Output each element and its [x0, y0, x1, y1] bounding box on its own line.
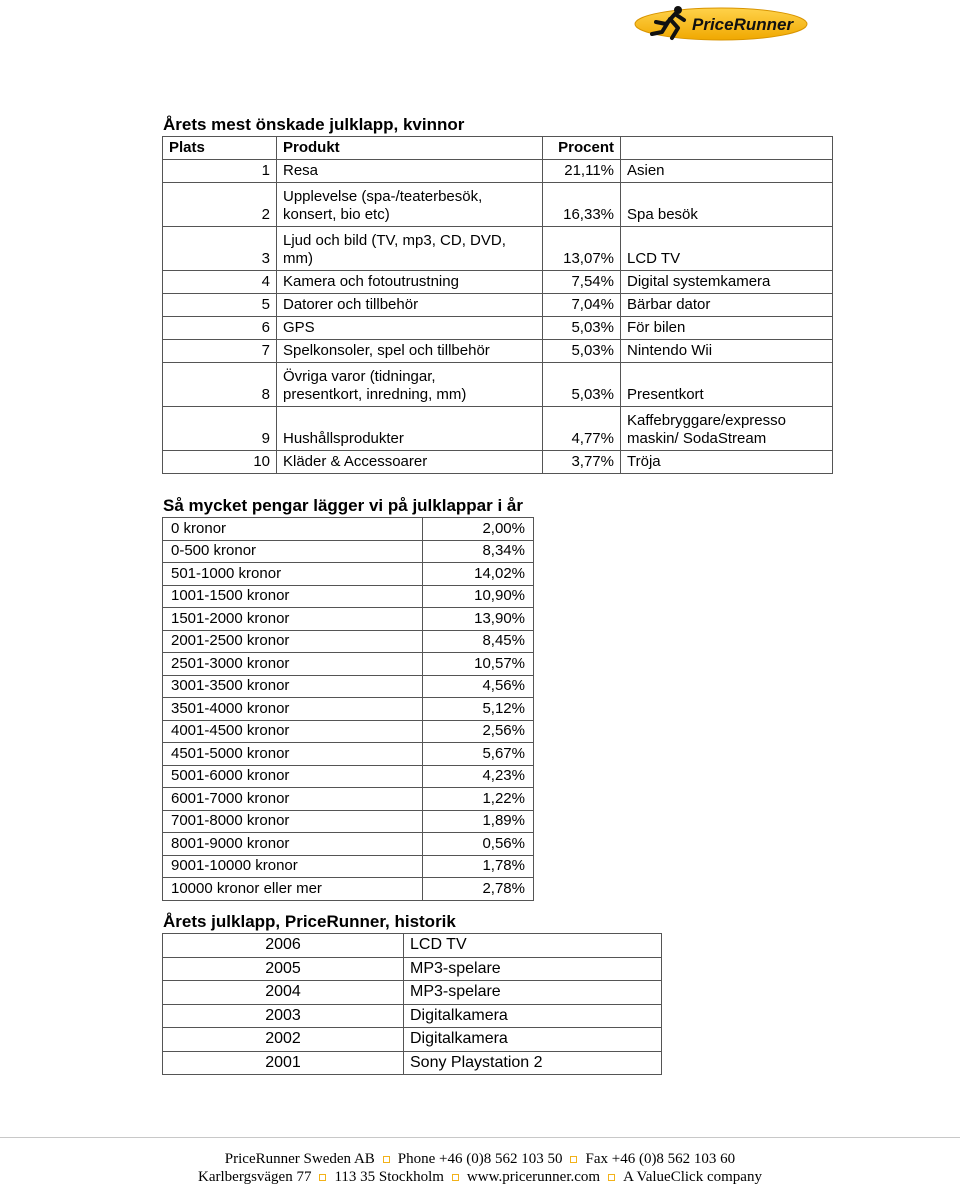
- cell-procent: 5,03%: [543, 363, 621, 407]
- cell-range: 7001-8000 kronor: [163, 810, 423, 833]
- footer-line-1: [0, 1150, 960, 1169]
- table-row: [163, 810, 534, 833]
- cell-percent: 1,22%: [423, 788, 534, 811]
- square-bullet-icon: [452, 1174, 459, 1181]
- table-row: [163, 271, 833, 294]
- cell-exempel: [621, 407, 833, 451]
- cell-plats: 6: [163, 317, 277, 340]
- table-row: [163, 340, 833, 363]
- header-exempel: [621, 137, 833, 160]
- table-row: [163, 675, 534, 698]
- table-row: [163, 183, 833, 227]
- cell-percent: 10,90%: [423, 585, 534, 608]
- table-row: [163, 1004, 662, 1028]
- cell-plats: 8: [163, 363, 277, 407]
- table-row: [163, 833, 534, 856]
- cell-item: MP3-spelare: [404, 957, 662, 981]
- cell-range: 0-500 kronor: [163, 540, 423, 563]
- cell-produkt: [277, 363, 543, 407]
- table-header-row: [163, 137, 833, 160]
- produkt-line: presentkort, inredning, mm): [283, 386, 467, 403]
- cell-range: 6001-7000 kronor: [163, 788, 423, 811]
- cell-plats: 5: [163, 294, 277, 317]
- produkt-line: konsert, bio etc): [283, 206, 390, 223]
- table-row: [163, 585, 534, 608]
- cell-exempel: LCD TV: [621, 227, 833, 271]
- history-table: [162, 933, 662, 1075]
- cell-procent: 7,54%: [543, 271, 621, 294]
- cell-plats: 2: [163, 183, 277, 227]
- cell-item: Sony Playstation 2: [404, 1051, 662, 1075]
- cell-plats: 4: [163, 271, 277, 294]
- section-title-most-wanted: Årets mest önskade julklapp, kvinnor: [163, 115, 465, 134]
- spending-table: [162, 517, 534, 901]
- table-row: [163, 407, 833, 451]
- spending-table-body: [163, 518, 534, 901]
- table-row: [163, 720, 534, 743]
- cell-exempel: Spa besök: [621, 183, 833, 227]
- table-row: [163, 317, 833, 340]
- table-row: [163, 855, 534, 878]
- cell-procent: 21,11%: [543, 160, 621, 183]
- cell-plats: 7: [163, 340, 277, 363]
- cell-range: 1501-2000 kronor: [163, 608, 423, 631]
- cell-percent: 2,00%: [423, 518, 534, 541]
- header-procent: Procent: [543, 137, 621, 160]
- cell-exempel: Nintendo Wii: [621, 340, 833, 363]
- cell-range: 501-1000 kronor: [163, 563, 423, 586]
- footer-divider: [0, 1137, 960, 1138]
- cell-range: 4501-5000 kronor: [163, 743, 423, 766]
- table-row: [163, 878, 534, 901]
- cell-produkt: Datorer och tillbehör: [277, 294, 543, 317]
- cell-percent: 10,57%: [423, 653, 534, 676]
- cell-range: 10000 kronor eller mer: [163, 878, 423, 901]
- cell-produkt: Hushållsprodukter: [277, 407, 543, 451]
- cell-range: 5001-6000 kronor: [163, 765, 423, 788]
- cell-percent: 2,56%: [423, 720, 534, 743]
- cell-procent: 5,03%: [543, 317, 621, 340]
- table-row: [163, 160, 833, 183]
- section-title-history: Årets julklapp, PriceRunner, historik: [163, 912, 456, 931]
- cell-percent: 14,02%: [423, 563, 534, 586]
- table-row: [163, 653, 534, 676]
- cell-produkt: GPS: [277, 317, 543, 340]
- footer-line-2: [0, 1168, 960, 1187]
- table-row: [163, 788, 534, 811]
- cell-plats: 10: [163, 451, 277, 474]
- cell-procent: 3,77%: [543, 451, 621, 474]
- cell-procent: 4,77%: [543, 407, 621, 451]
- cell-exempel: Digital systemkamera: [621, 271, 833, 294]
- cell-year: 2005: [163, 957, 404, 981]
- produkt-line: Övriga varor (tidningar,: [283, 368, 436, 385]
- cell-produkt: [277, 227, 543, 271]
- table-row: [163, 698, 534, 721]
- cell-percent: 1,78%: [423, 855, 534, 878]
- cell-year: 2004: [163, 981, 404, 1005]
- cell-percent: 13,90%: [423, 608, 534, 631]
- cell-procent: 7,04%: [543, 294, 621, 317]
- cell-range: 4001-4500 kronor: [163, 720, 423, 743]
- cell-produkt: Resa: [277, 160, 543, 183]
- cell-year: 2006: [163, 934, 404, 958]
- cell-range: 3501-4000 kronor: [163, 698, 423, 721]
- cell-plats: 1: [163, 160, 277, 183]
- table-row: [163, 518, 534, 541]
- table-row: [163, 608, 534, 631]
- footer-company: PriceRunner Sweden AB: [224, 1151, 375, 1167]
- footer-phone: Phone +46 (0)8 562 103 50: [397, 1151, 563, 1167]
- cell-range: 0 kronor: [163, 518, 423, 541]
- table-row: [163, 743, 534, 766]
- cell-procent: 16,33%: [543, 183, 621, 227]
- cell-procent: 5,03%: [543, 340, 621, 363]
- cell-range: 2001-2500 kronor: [163, 630, 423, 653]
- pricerunner-logo: [626, 4, 808, 44]
- cell-exempel: Asien: [621, 160, 833, 183]
- cell-year: 2003: [163, 1004, 404, 1028]
- table-row: [163, 227, 833, 271]
- history-table-body: [163, 934, 662, 1075]
- cell-plats: 9: [163, 407, 277, 451]
- cell-exempel: Tröja: [621, 451, 833, 474]
- cell-exempel: Bärbar dator: [621, 294, 833, 317]
- footer-fax: Fax +46 (0)8 562 103 60: [585, 1151, 736, 1167]
- cell-percent: 8,45%: [423, 630, 534, 653]
- cell-plats: 3: [163, 227, 277, 271]
- square-bullet-icon: [319, 1174, 326, 1181]
- cell-range: 1001-1500 kronor: [163, 585, 423, 608]
- cell-percent: 5,12%: [423, 698, 534, 721]
- cell-year: 2002: [163, 1028, 404, 1052]
- table-row: [163, 563, 534, 586]
- footer-street: Karlbergsvägen 77: [198, 1169, 312, 1185]
- cell-exempel: Presentkort: [621, 363, 833, 407]
- cell-range: 3001-3500 kronor: [163, 675, 423, 698]
- cell-item: Digitalkamera: [404, 1004, 662, 1028]
- table-row: [163, 294, 833, 317]
- cell-procent: 13,07%: [543, 227, 621, 271]
- section-title-spending: Så mycket pengar lägger vi på julklappar i år: [163, 496, 523, 515]
- pricerunner-logo-graphic: [626, 4, 808, 44]
- cell-percent: 4,23%: [423, 765, 534, 788]
- table-row: [163, 1051, 662, 1075]
- header-produkt: Produkt: [277, 137, 543, 160]
- table-row: [163, 363, 833, 407]
- exempel-line: maskin/ SodaStream: [627, 430, 767, 447]
- square-bullet-icon: [383, 1156, 390, 1163]
- cell-range: 8001-9000 kronor: [163, 833, 423, 856]
- cell-range: 2501-3000 kronor: [163, 653, 423, 676]
- exempel-line: Kaffebryggare/expresso: [627, 412, 786, 429]
- cell-percent: 5,67%: [423, 743, 534, 766]
- table-row: [163, 765, 534, 788]
- footer-parent-company: A ValueClick company: [623, 1169, 762, 1185]
- most-wanted-table: [162, 136, 833, 474]
- cell-year: 2001: [163, 1051, 404, 1075]
- table-row: [163, 1028, 662, 1052]
- header-plats: Plats: [163, 137, 277, 160]
- table-row: [163, 934, 662, 958]
- cell-produkt: Spelkonsoler, spel och tillbehör: [277, 340, 543, 363]
- cell-percent: 2,78%: [423, 878, 534, 901]
- produkt-line: Upplevelse (spa-/teaterbesök,: [283, 188, 483, 205]
- cell-percent: 4,56%: [423, 675, 534, 698]
- table-row: [163, 957, 662, 981]
- produkt-line: Ljud och bild (TV, mp3, CD, DVD,: [283, 232, 506, 249]
- cell-percent: 1,89%: [423, 810, 534, 833]
- table-row: [163, 630, 534, 653]
- cell-exempel: För bilen: [621, 317, 833, 340]
- table-row: [163, 451, 833, 474]
- cell-item: LCD TV: [404, 934, 662, 958]
- cell-produkt: Kläder & Accessoarer: [277, 451, 543, 474]
- cell-item: MP3-spelare: [404, 981, 662, 1005]
- table-row: [163, 981, 662, 1005]
- footer-city: 113 35 Stockholm: [334, 1169, 444, 1185]
- cell-produkt: [277, 183, 543, 227]
- table-row: [163, 540, 534, 563]
- produkt-line: mm): [283, 250, 313, 267]
- square-bullet-icon: [570, 1156, 577, 1163]
- cell-produkt: Kamera och fotoutrustning: [277, 271, 543, 294]
- square-bullet-icon: [608, 1174, 615, 1181]
- footer-website[interactable]: www.pricerunner.com: [466, 1169, 601, 1185]
- svg-text:PriceRunner: PriceRunner: [692, 15, 794, 34]
- cell-percent: 0,56%: [423, 833, 534, 856]
- cell-range: 9001-10000 kronor: [163, 855, 423, 878]
- cell-percent: 8,34%: [423, 540, 534, 563]
- cell-item: Digitalkamera: [404, 1028, 662, 1052]
